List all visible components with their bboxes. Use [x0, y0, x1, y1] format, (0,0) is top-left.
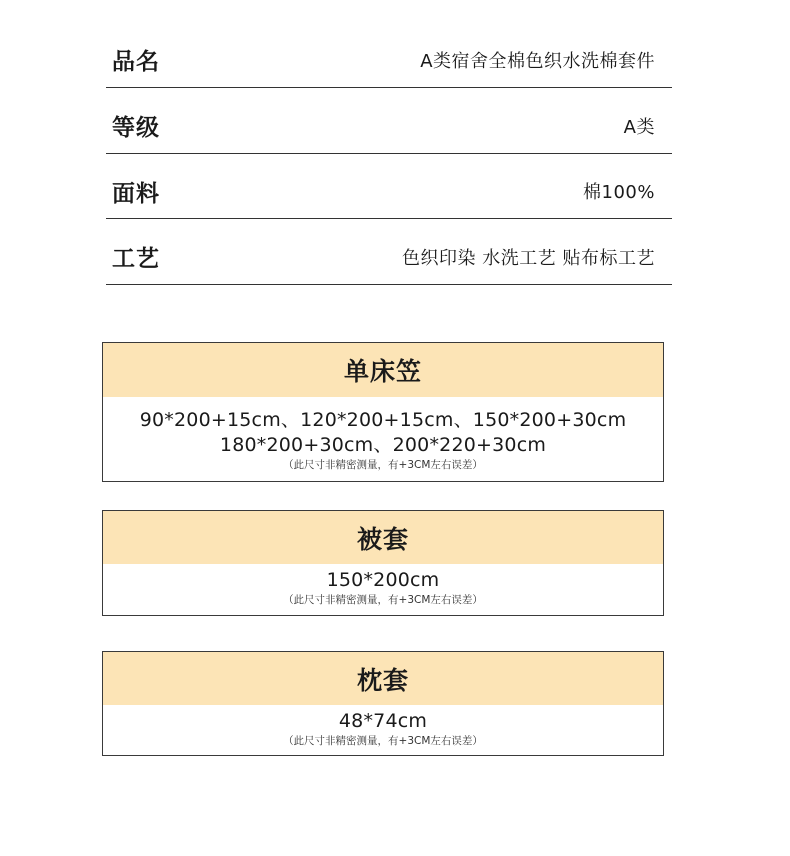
- spec-label: 工艺: [112, 246, 160, 272]
- size-card-pillowcase: [102, 651, 664, 756]
- spec-label: 等级: [112, 115, 160, 141]
- card-title: 枕套: [103, 652, 663, 705]
- card-title: 被套: [103, 511, 663, 564]
- size-line: 90*200+15cm、120*200+15cm、150*200+30cm: [139, 409, 627, 431]
- size-card-duvet-cover: [102, 510, 664, 616]
- spec-table: [106, 34, 672, 285]
- size-note: （此尺寸非精密测量，有+3CM左右误差）: [283, 459, 483, 471]
- spec-label: 面料: [112, 180, 160, 207]
- size-card-fitted-sheet: [102, 342, 664, 482]
- size-line: 150*200cm: [326, 569, 440, 591]
- spec-row-craft: [106, 219, 672, 285]
- spec-value: A类: [623, 116, 655, 138]
- spec-value: A类宿舍全棉色织水洗棉套件: [420, 50, 655, 72]
- spec-value: 棉100%: [583, 182, 655, 203]
- spec-row-grade: [106, 88, 672, 154]
- size-line: 180*200+30cm、200*220+30cm: [219, 434, 547, 456]
- size-note: （此尺寸非精密测量，有+3CM左右误差）: [283, 735, 483, 747]
- card-body: [103, 564, 663, 607]
- spec-row-fabric: [106, 154, 672, 219]
- size-line: 48*74cm: [338, 710, 428, 732]
- spec-label: 品名: [112, 49, 160, 75]
- spec-row-product-name: [106, 34, 672, 88]
- spec-value: 色织印染 水洗工艺 贴布标工艺: [402, 247, 655, 269]
- card-body: [103, 397, 663, 472]
- card-body: [103, 705, 663, 748]
- card-title: 单床笠: [103, 343, 663, 397]
- size-note: （此尺寸非精密测量，有+3CM左右误差）: [283, 594, 483, 606]
